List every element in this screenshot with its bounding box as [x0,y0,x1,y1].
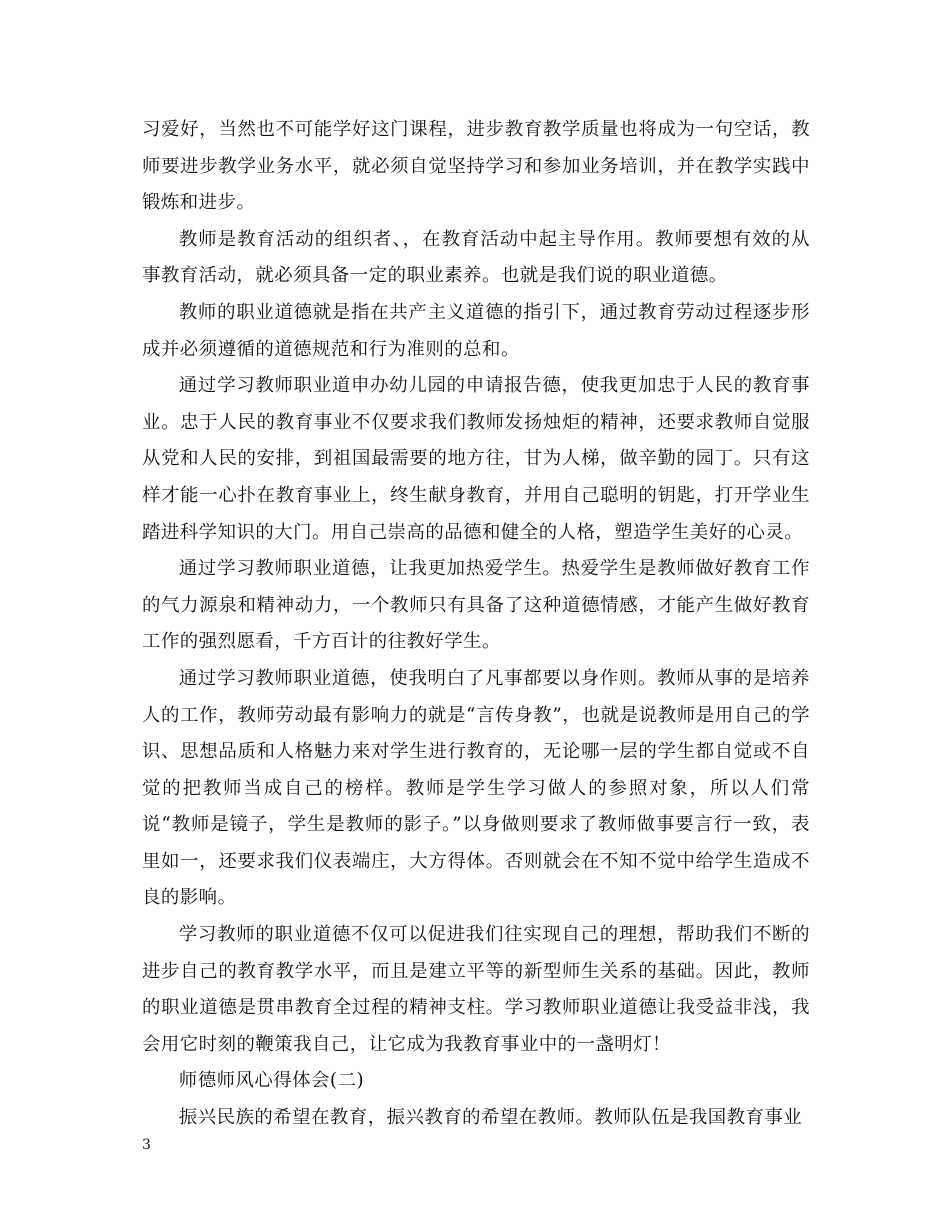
document-body [142,112,810,1137]
paragraph-teacher-role: 教师是教育活动的组织者、，在教育活动中起主导作用。教师要想有效的从事教育活动，就必须具备一定的职业素养。也就是我们说的职业道德。 [142,228,810,287]
paragraph-love-students: 通过学习教师职业道德，让我更加热爱学生。热爱学生是教师做好教育工作的气力源泉和精神动力，一个教师只有具备了这种道德情感，才能产生做好教育工作的强烈愿看，千方百计的往教好学生。 [142,558,810,653]
page-number: 3 [142,1137,151,1153]
paragraph-loyalty: 通过学习教师职业道申办幼儿园的申请报告德，使我更加忠于人民的教育事业。忠于人民的教育事业不仅要求我们教师发扬烛炬的精神，还要求教师自觉服从党和人民的安排，到祖国最需要的地方往，甘为人梯，做辛勤的园丁。只有这样才能一心扑在教育事业上，终生献身教育，并用自己聪明的钥匙，打开学业生踏进科学知识的大门。用自己崇高的品德和健全的人格，塑造学生美好的心灵。 [142,375,810,543]
section-heading: 师德师风心得体会(二) [178,1070,365,1092]
paragraph-ethics-definition: 教师的职业道德就是指在共产主义道德的指引下，通过教育劳动过程逐步形成并必须遵循的道德规范和行为准则的总和。 [142,301,810,360]
paragraph-section-two-start: 振兴民族的希望在教育，振兴教育的希望在教师。教师队伍是我国教育事业 [178,1107,803,1129]
paragraph-continuation: 习爱好，当然也不可能学好这门课程，进步教育教学质量也将成为一句空话，教师要进步教学业务水平，就必须自觉坚持学习和参加业务培训，并在教学实践中锻炼和进步。 [142,119,810,214]
paragraph-lead-by-example: 通过学习教师职业道德，使我明白了凡事都要以身作则。教师从事的是培养人的工作，教师劳动最有影响力的就是“言传身教”，也就是说教师是用自己的学识、思想品质和人格魅力来对学生进行教育的，无论哪一层的学生都自觉或不自觉的把教师当成自己的榜样。教师是学生学习做人的参照对象，所以人们常说“教师是镜子，学生是教师的影子。”以身做则要求了教师做事要言行一致，表里如一，还要求我们仪表端庄，大方得体。否则就会在不知不觉中给学生造成不良的影响。 [142,667,810,909]
paragraph-conclusion: 学习教师的职业道德不仅可以促进我们往实现自己的理想，帮助我们不断的进步自己的教育教学水平，而且是建立平等的新型师生关系的基础。因此，教师的职业道德是贯串教育全过程的精神支柱。学习教师职业道德让我受益非浅，我会用它时刻的鞭策我自己，让它成为我教育事业中的一盏明灯！ [142,924,810,1055]
